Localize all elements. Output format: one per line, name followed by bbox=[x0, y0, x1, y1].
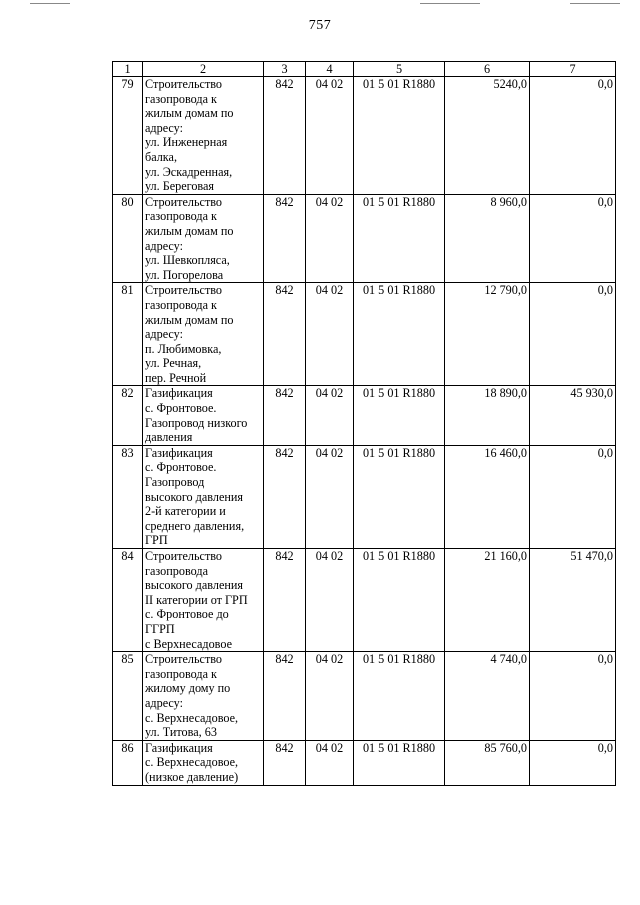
object-name-line: ГГРП bbox=[145, 621, 175, 636]
object-name-line: с. Фронтовое до bbox=[145, 607, 229, 622]
section-code: 04 02 bbox=[306, 386, 354, 445]
amount-column-6: 18 890,0 bbox=[445, 386, 530, 445]
section-code: 04 02 bbox=[306, 194, 354, 283]
object-name-line: газопровода к bbox=[145, 209, 217, 224]
object-name-line: адресу: bbox=[145, 120, 183, 135]
table-row bbox=[113, 386, 616, 445]
object-name-line: с. Фронтовое. bbox=[145, 460, 217, 475]
table-body bbox=[113, 77, 616, 786]
object-name-line: Газификация bbox=[145, 740, 213, 755]
object-name-line: давления bbox=[145, 430, 193, 445]
object-name-line: адресу: bbox=[145, 238, 183, 253]
object-name-line: 2-й категории и bbox=[145, 504, 226, 519]
amount-column-7: 0,0 bbox=[530, 194, 616, 283]
object-name bbox=[143, 445, 264, 548]
table-row bbox=[113, 445, 616, 548]
table-row bbox=[113, 740, 616, 785]
object-name-line: высокого давления bbox=[145, 489, 244, 504]
column-header: 6 bbox=[445, 62, 530, 77]
target-article-code: 01 5 01 R1880 bbox=[354, 549, 445, 652]
object-name bbox=[143, 194, 264, 283]
section-code: 04 02 bbox=[306, 283, 354, 386]
object-name-line: с. Верхнесадовое, bbox=[145, 710, 239, 725]
department-code: 842 bbox=[264, 194, 306, 283]
target-article-code: 01 5 01 R1880 bbox=[354, 740, 445, 785]
section-code: 04 02 bbox=[306, 445, 354, 548]
amount-column-7: 0,0 bbox=[530, 652, 616, 741]
object-name-line: Строительство bbox=[145, 283, 223, 298]
table-row bbox=[113, 77, 616, 195]
row-number: 86 bbox=[113, 740, 143, 785]
object-name-line: адресу: bbox=[145, 327, 183, 342]
amount-column-6: 16 460,0 bbox=[445, 445, 530, 548]
column-header: 1 bbox=[113, 62, 143, 77]
object-name-line: Газопровод низкого bbox=[145, 415, 248, 430]
amount-column-7: 51 470,0 bbox=[530, 549, 616, 652]
target-article-code: 01 5 01 R1880 bbox=[354, 194, 445, 283]
object-name-line: (низкое давление) bbox=[145, 769, 239, 784]
amount-column-6: 85 760,0 bbox=[445, 740, 530, 785]
object-name-line: ул. Эскадренная, bbox=[145, 164, 233, 179]
row-number: 79 bbox=[113, 77, 143, 195]
section-code: 04 02 bbox=[306, 77, 354, 195]
object-name-line: Строительство bbox=[145, 549, 223, 563]
target-article-code: 01 5 01 R1880 bbox=[354, 445, 445, 548]
table-row bbox=[113, 194, 616, 283]
object-name-line: жилым домам по bbox=[145, 106, 234, 121]
header-row bbox=[113, 62, 616, 77]
object-name-line: ул. Титова, 63 bbox=[145, 725, 217, 740]
object-name-line: ул. Шевкопляса, bbox=[145, 253, 230, 268]
amount-column-7: 0,0 bbox=[530, 445, 616, 548]
object-name-line: жилым домам по bbox=[145, 312, 234, 327]
column-header: 7 bbox=[530, 62, 616, 77]
object-name-line: Строительство bbox=[145, 194, 223, 209]
amount-column-6: 5240,0 bbox=[445, 77, 530, 195]
column-header: 5 bbox=[354, 62, 445, 77]
object-name-line: адресу: bbox=[145, 695, 183, 710]
row-number: 84 bbox=[113, 549, 143, 652]
object-name bbox=[143, 283, 264, 386]
department-code: 842 bbox=[264, 652, 306, 741]
row-number: 80 bbox=[113, 194, 143, 283]
target-article-code: 01 5 01 R1880 bbox=[354, 386, 445, 445]
amount-column-6: 12 790,0 bbox=[445, 283, 530, 386]
scan-edge-mark bbox=[420, 3, 480, 4]
object-name bbox=[143, 549, 264, 652]
amount-column-6: 4 740,0 bbox=[445, 652, 530, 741]
amount-column-7: 0,0 bbox=[530, 77, 616, 195]
section-code: 04 02 bbox=[306, 740, 354, 785]
object-name-line: жилому дому по bbox=[145, 681, 231, 696]
object-name bbox=[143, 740, 264, 785]
object-name-line: среднего давления, bbox=[145, 518, 245, 533]
object-name-line: с. Фронтовое. bbox=[145, 401, 217, 416]
object-name-line: Строительство bbox=[145, 77, 223, 91]
row-number: 81 bbox=[113, 283, 143, 386]
budget-table bbox=[112, 61, 616, 786]
object-name-line: Строительство bbox=[145, 652, 223, 667]
object-name-line: газопровода к bbox=[145, 91, 217, 106]
object-name-line: ГРП bbox=[145, 533, 168, 548]
row-number: 83 bbox=[113, 445, 143, 548]
department-code: 842 bbox=[264, 549, 306, 652]
object-name-line: Газификация bbox=[145, 445, 213, 460]
object-name-line: ул. Погорелова bbox=[145, 267, 224, 282]
amount-column-7: 0,0 bbox=[530, 283, 616, 386]
target-article-code: 01 5 01 R1880 bbox=[354, 283, 445, 386]
column-header: 3 bbox=[264, 62, 306, 77]
department-code: 842 bbox=[264, 386, 306, 445]
table-row bbox=[113, 652, 616, 741]
section-code: 04 02 bbox=[306, 549, 354, 652]
object-name-line: газопровода bbox=[145, 563, 208, 578]
department-code: 842 bbox=[264, 445, 306, 548]
row-number: 85 bbox=[113, 652, 143, 741]
column-header: 2 bbox=[143, 62, 264, 77]
department-code: 842 bbox=[264, 740, 306, 785]
object-name-line: Газопровод bbox=[145, 475, 205, 490]
target-article-code: 01 5 01 R1880 bbox=[354, 77, 445, 195]
column-header: 4 bbox=[306, 62, 354, 77]
object-name-line: жилым домам по bbox=[145, 223, 234, 238]
scan-edge-mark bbox=[30, 3, 70, 4]
object-name-line: ул. Береговая bbox=[145, 179, 215, 194]
object-name-line: с Верхнесадовое bbox=[145, 636, 233, 651]
table-row bbox=[113, 283, 616, 386]
object-name bbox=[143, 386, 264, 445]
row-number: 82 bbox=[113, 386, 143, 445]
object-name-line: Газификация bbox=[145, 386, 213, 401]
object-name bbox=[143, 652, 264, 741]
object-name-line: ул. Инженерная bbox=[145, 135, 228, 150]
table-row bbox=[113, 549, 616, 652]
object-name-line: газопровода к bbox=[145, 666, 217, 681]
department-code: 842 bbox=[264, 77, 306, 195]
object-name-line: газопровода к bbox=[145, 297, 217, 312]
object-name-line: п. Любимовка, bbox=[145, 341, 222, 356]
object-name-line: высокого давления bbox=[145, 578, 244, 593]
scan-edge-mark bbox=[570, 3, 620, 4]
section-code: 04 02 bbox=[306, 652, 354, 741]
object-name bbox=[143, 77, 264, 195]
page-number: 757 bbox=[308, 18, 332, 33]
object-name-line: II категории от ГРП bbox=[145, 592, 248, 607]
target-article-code: 01 5 01 R1880 bbox=[354, 652, 445, 741]
object-name-line: пер. Речной bbox=[145, 370, 207, 385]
department-code: 842 bbox=[264, 283, 306, 386]
amount-column-7: 0,0 bbox=[530, 740, 616, 785]
amount-column-7: 45 930,0 bbox=[530, 386, 616, 445]
object-name-line: ул. Речная, bbox=[145, 356, 202, 371]
object-name-line: с. Верхнесадовое, bbox=[145, 755, 239, 770]
amount-column-6: 8 960,0 bbox=[445, 194, 530, 283]
object-name-line: балка, bbox=[145, 149, 177, 164]
amount-column-6: 21 160,0 bbox=[445, 549, 530, 652]
